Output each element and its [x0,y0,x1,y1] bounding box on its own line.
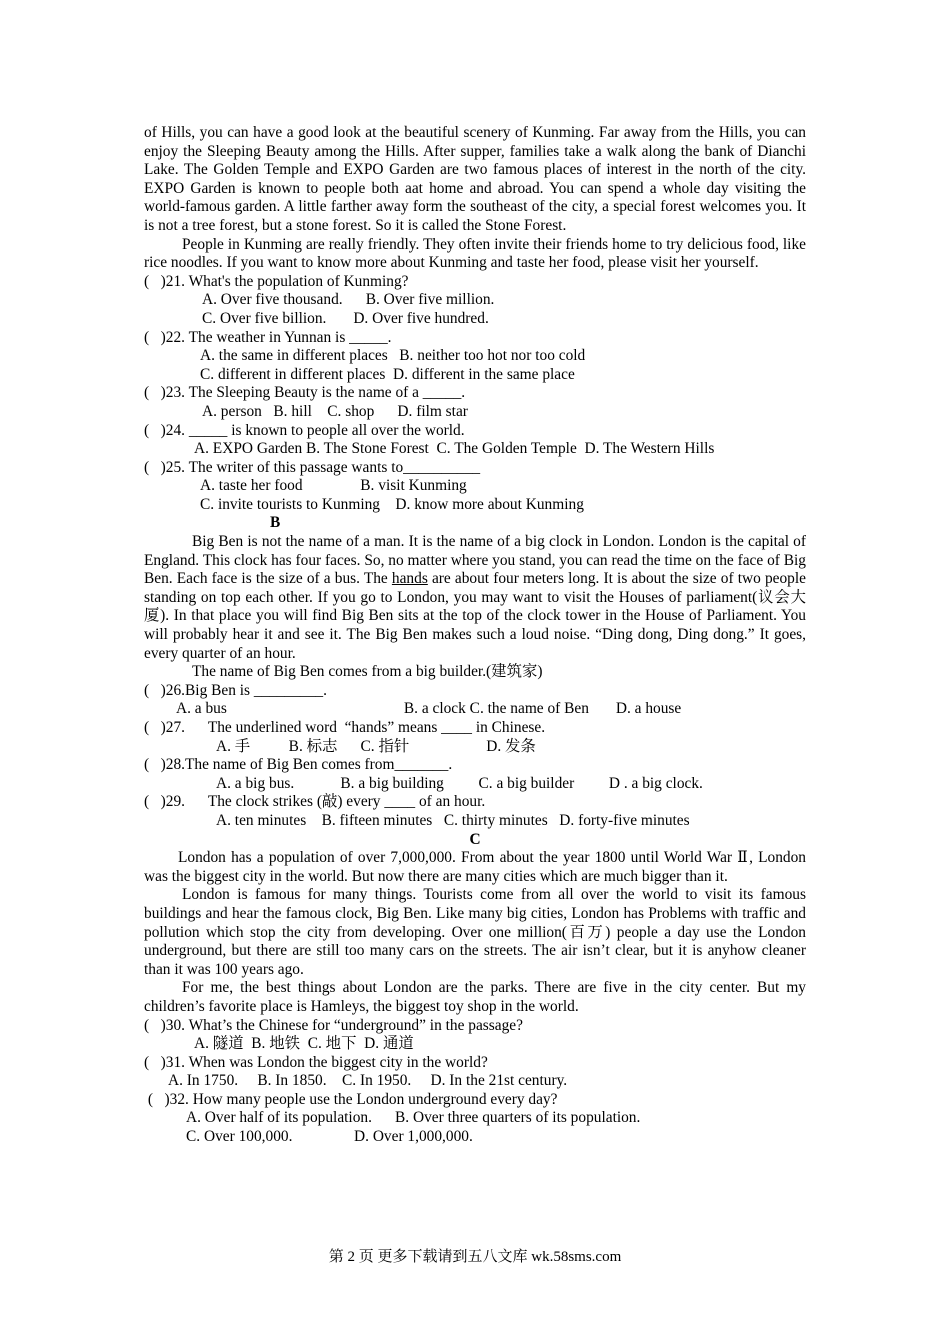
question-31-options: A. In 1750. B. In 1850. C. In 1950. D. In the 21st century. [168,1072,568,1090]
question-21-stem: ( )21. What's the population of Kunming? [144,272,409,290]
question-28-stem: ( )28.The name of Big Ben comes from_______. [144,756,453,774]
question-25-stem: ( )25. The writer of this passage wants to__________ [144,458,481,476]
question-23-stem: ( )23. The Sleeping Beauty is the name of a _____. [144,384,466,402]
question-32-options-1: A. Over half of its population. B. Over three quarters of its population. [186,1109,641,1127]
question-22-options-1: A. the same in different places B. neither too hot nor too cold [200,347,586,365]
section-c-paragraph-1: London has a population of over 7,000,000. From about the year 1800 until World War Ⅱ, London was the biggest city in the world. But now there are many cities which are much bigger than it. [144,849,806,885]
question-22-stem: ( )22. The weather in Yunnan is _____. [144,328,392,346]
question-27-stem: ( )27. The underlined word “hands” means ____ in Chinese. [144,719,546,736]
question-31-stem: ( )31. When was London the biggest city in the world? [144,1053,488,1071]
document-page [144,124,806,1147]
passage-a-paragraph-1: of Hills, you can have a good look at the beautiful scenery of Kunming. Far away from the Hills, you can enjoy the Sleeping Beauty among the Hills. After supper, families take a walk along the bank of Dianchi Lake. The Golden Temple and EXPO Garden are two famous places of interest in the north of the city. EXPO Garden is known to people both aat home and abroad. You can spend a whole day visiting the world-famous garden. A little farther away form the southeast of the city, a special forest welcomes you. It is not a tree forest, but a stone forest. So it is called the Stone Forest. [144,124,806,234]
question-30-stem: ( )30. What’s the Chinese for “underground” in the passage? [144,1016,523,1034]
underlined-word-hands: hands [391,570,428,588]
question-28-options: A. a big bus. B. a big building C. a big builder D . a big clock. [216,774,703,792]
section-b-paragraph-1 [144,533,806,663]
question-29-stem: ( )29. The clock strikes (敲) every ____ of an hour. [144,793,486,811]
question-24-stem: ( )24. _____ is known to people all over the world. [144,421,465,439]
section-b-heading: B [270,514,281,532]
question-26-stem: ( )26.Big Ben is _________. [144,681,327,699]
question-21-options-2: C. Over five billion. D. Over five hundred. [202,309,489,327]
section-b-paragraph-1-part-2: are about four meters long. It is about the size of two people standing on top each other. If you go to London, you may want to visit the Houses of parliament(议会大厦). In that place you will find Big Ben sits at the top of the clock tower in the House of Parliament. You will probably hear it and see it. The Big Ben makes such a loud noise. “Ding dong, Ding dong.” It goes, every quarter of an hour. [144,570,806,662]
question-32-options-2: C. Over 100,000. D. Over 1,000,000. [186,1128,473,1146]
section-c-paragraph-3: For me, the best things about London are the parks. There are five in the city center. But my children’s favorite place is Hamleys, the biggest toy shop in the world. [144,979,806,1015]
section-b-paragraph-2: The name of Big Ben comes from a big builder.(建筑家) [192,663,543,681]
section-b-paragraph-1-part-1: Big Ben is not the name of a man. It is the name of a big clock in London. London is the capital of England. This clock has four faces. So, no matter where you stand, you can read the time on the face of Big Ben. Each face is the size of a bus. The [144,533,806,588]
passage-a-paragraph-2: People in Kunming are really friendly. They often invite their friends home to try delicious food, like rice noodles. If you want to know more about Kunming and taste her food, please visit her yourself. [144,235,806,272]
page-footer: 第 2 页 更多下载请到五八文库 wk.58sms.com [328,1249,622,1265]
question-29-options: A. ten minutes B. fifteen minutes C. thirty minutes D. forty-five minutes [216,811,690,829]
question-32-stem: ( )32. How many people use the London underground every day? [144,1090,558,1108]
question-23-options: A. person B. hill C. shop D. film star [202,402,468,420]
question-21-options-1: A. Over five thousand. B. Over five million. [202,291,495,309]
question-22-options-2: C. different in different places D. different in the same place [200,365,575,383]
question-25-options-1: A. taste her food B. visit Kunming [200,477,467,495]
question-26-options: A. a bus B. a clock C. the name of Ben D. a house [176,700,682,718]
question-30-options: A. 隧道 B. 地铁 C. 地下 D. 通道 [194,1035,414,1053]
question-27-options: A. 手 B. 标志 C. 指针 D. 发条 [216,737,536,755]
question-25-options-2: C. invite tourists to Kunming D. know more about Kunming [200,495,584,513]
section-c-paragraph-2: London is famous for many things. Tourists come from all over the world to visit its famous buildings and hear the famous clock, Big Ben. Like many big cities, London has Problems with traffic and pollution which stop the city from developing. Over one million(百万) people a day use the London underground, but there are still too many cars on the streets. The air isn’t clear, but it is anyhow cleaner than it was 100 years ago. [144,886,806,978]
question-24-options: A. EXPO Garden B. The Stone Forest C. The Golden Temple D. The Western Hills [194,440,715,458]
section-c-heading: C [469,830,481,848]
